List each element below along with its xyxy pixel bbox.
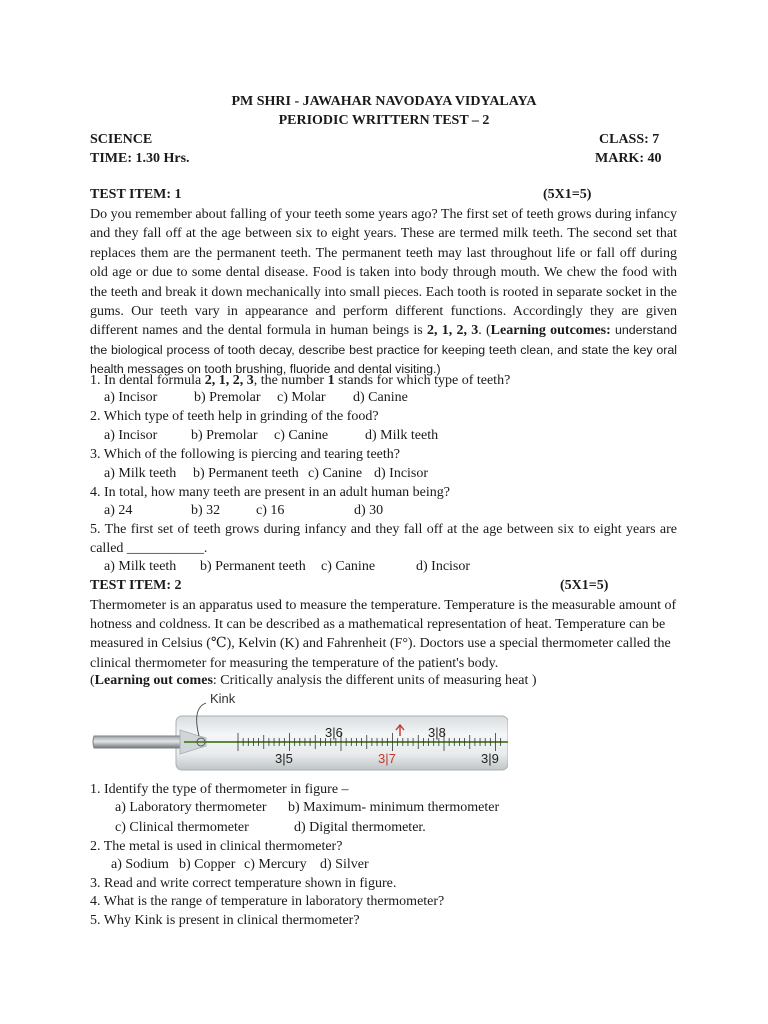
scale-label-37: 3|7: [378, 751, 396, 766]
subject-label: SCIENCE: [90, 132, 153, 147]
option[interactable]: b) Premolar: [194, 390, 261, 405]
scale-label-39: 3|9: [481, 751, 499, 766]
option[interactable]: d) Incisor: [416, 559, 471, 574]
option[interactable]: b) Permanent teeth: [193, 466, 299, 481]
item1-question-4: 4. In total, how many teeth are present in an adult human being?: [90, 485, 451, 500]
item2-question-5: 5. Why Kink is present in clinical thermometer?: [90, 913, 360, 928]
item1-question-3: 3. Which of the following is piercing and tearing teeth?: [90, 447, 400, 462]
option[interactable]: a) Sodium: [111, 857, 169, 872]
option[interactable]: a) Milk teeth: [104, 466, 177, 481]
option[interactable]: d) Canine: [353, 390, 408, 405]
option[interactable]: d) Milk teeth: [365, 428, 439, 443]
option[interactable]: a) Incisor: [104, 390, 158, 405]
item2-question-1: 1. Identify the type of thermometer in figure –: [90, 782, 349, 797]
option[interactable]: c) 16: [256, 503, 285, 518]
test-item-1-marks: (5X1=5): [543, 187, 592, 202]
option[interactable]: b) 32: [191, 503, 221, 518]
option[interactable]: d) Incisor: [374, 466, 429, 481]
option[interactable]: c) Canine: [321, 559, 376, 574]
test-item-2-learning-outcomes: [90, 672, 537, 689]
lo-open: (: [90, 673, 95, 688]
option[interactable]: d) Digital thermometer.: [294, 820, 426, 835]
time-label: TIME: 1.30 Hrs.: [90, 151, 190, 166]
q-text: stands for which type of teeth?: [334, 373, 511, 388]
q-number: 1: [327, 373, 335, 388]
option[interactable]: a) Milk teeth: [104, 559, 177, 574]
option[interactable]: c) Clinical thermometer: [115, 820, 249, 835]
option[interactable]: c) Canine: [308, 466, 363, 481]
kink-label: Kink: [210, 691, 236, 706]
school-name: PM SHRI - JAWAHAR NAVODAYA VIDYALAYA: [231, 94, 537, 109]
scale-label-38: 3|8: [428, 725, 446, 740]
passage-text: Do you remember about falling of your teeth some years ago? The first set of teeth grows during infancy and they fall off at the age between six to eight years. These are termed milk teeth. The second set that replaces them are the permanent teeth. The permanent teeth may last throughout life or fall off during old age or due to some dental disease. Food is taken into body through mouth. We chew the food with the teeth and break it down mechanically into small pieces. Each tooth is rooted in separate socket in the gums. Our teeth vary in appearance and perform different functions. Accordingly they are given different names and the dental formula in human beings is: [90, 207, 677, 339]
option[interactable]: b) Permanent teeth: [200, 559, 306, 574]
option[interactable]: d) 30: [354, 503, 384, 518]
marks-label: MARK: 40: [595, 151, 662, 166]
item1-question-5-blank: called ___________.: [90, 541, 208, 556]
test-item-1-passage: [90, 205, 677, 380]
q-text: , the number: [253, 373, 328, 388]
q-formula: 2, 1, 2, 3: [204, 373, 254, 388]
thermometer-bulb: [93, 736, 184, 748]
test-title: PERIODIC WRITTERN TEST – 2: [278, 113, 490, 128]
option[interactable]: c) Molar: [277, 390, 326, 405]
option[interactable]: b) Maximum- minimum thermometer: [288, 800, 500, 815]
test-item-2-marks: (5X1=5): [560, 578, 609, 593]
item2-question-4: 4. What is the range of temperature in laboratory thermometer?: [90, 894, 445, 909]
option[interactable]: a) 24: [104, 503, 133, 518]
option[interactable]: b) Copper: [179, 857, 236, 872]
test-item-1-title: TEST ITEM: 1: [90, 187, 182, 202]
item2-question-2: 2. The metal is used in clinical thermometer?: [90, 839, 343, 854]
learning-outcomes-text: understand the biological process of tooth decay, describe best practice for keeping teeth clean, and state the key oral health messages on tooth brushing, fluoride and dental visiting.): [90, 323, 677, 377]
learning-outcomes-text: : Critically analysis the different units of measuring heat ): [212, 673, 537, 688]
scale-label-36: 3|6: [325, 725, 343, 740]
item2-question-3: 3. Read and write correct temperature shown in figure.: [90, 876, 397, 891]
option[interactable]: a) Laboratory thermometer: [115, 800, 267, 815]
passage-text-2: . (: [478, 323, 491, 339]
option[interactable]: b) Premolar: [191, 428, 258, 443]
item1-question-5: 5. The first set of teeth grows during infancy and they fall off at the age between six to eight years are: [90, 522, 677, 537]
test-item-2-passage: Thermometer is an apparatus used to measure the temperature. Temperature is the measurable amount of hotness and coldness. It can be described as a mathematical representation of heat. Temperature can be measured in Celsius (℃), Kelvin (K) and Fahrenheit (F°). Doctors use a special thermometer called the clinical thermometer for measuring the temperature of the patient's body.: [90, 598, 677, 671]
scale-label-35: 3|5: [275, 751, 293, 766]
class-label: CLASS: 7: [599, 132, 660, 147]
dental-formula: 2, 1, 2, 3: [426, 323, 479, 339]
option[interactable]: a) Incisor: [104, 428, 158, 443]
q-text: 1. In dental formula: [90, 373, 205, 388]
clinical-thermometer-figure: [88, 690, 508, 774]
option[interactable]: d) Silver: [320, 857, 369, 872]
item1-question-1: [90, 372, 510, 389]
test-item-2-title: TEST ITEM: 2: [90, 578, 182, 593]
option[interactable]: c) Canine: [274, 428, 329, 443]
item1-question-2: 2. Which type of teeth help in grinding of the food?: [90, 409, 379, 424]
learning-outcomes-label: Learning outcomes:: [490, 323, 611, 339]
option[interactable]: c) Mercury: [244, 857, 307, 872]
learning-outcomes-label: Learning out comes: [94, 673, 213, 688]
